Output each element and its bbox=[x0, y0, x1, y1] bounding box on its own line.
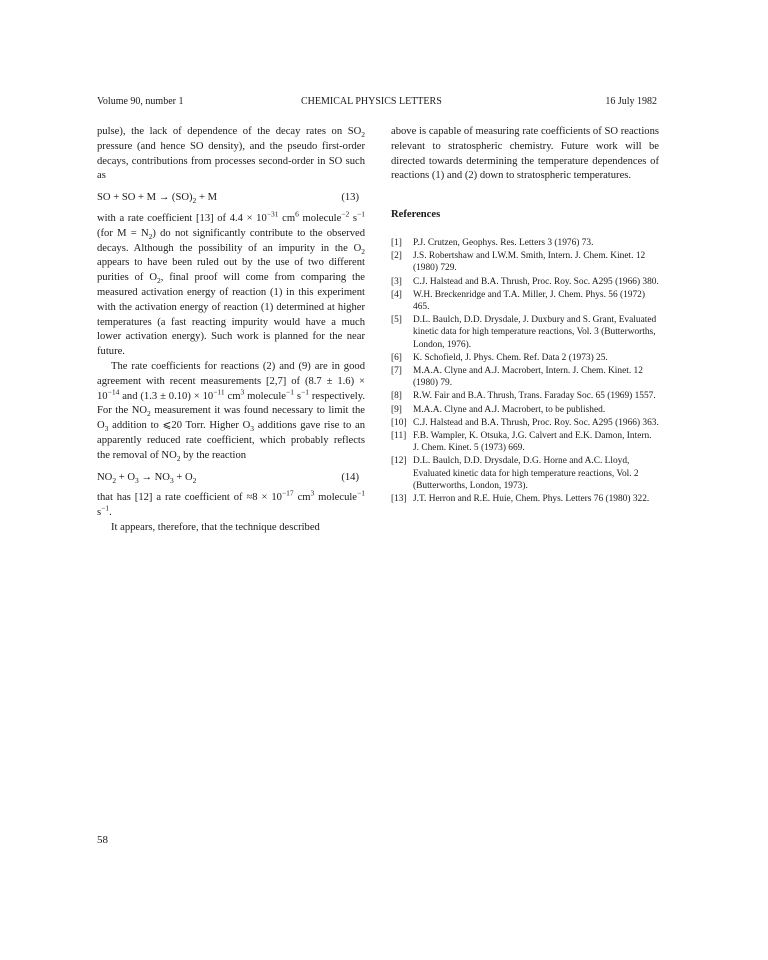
equation-14 bbox=[97, 471, 365, 486]
reference-number: [8] bbox=[391, 391, 402, 402]
reference-item bbox=[391, 455, 659, 492]
reference-item bbox=[391, 276, 659, 288]
reference-number: [2] bbox=[391, 251, 402, 262]
running-header bbox=[97, 96, 657, 110]
reference-item bbox=[391, 365, 659, 389]
paragraph: pulse), the lack of dependence of the decay rates on $SO_2$ pressure (and hence SO density), and the pseudo first-order decays, contributions from processes second-order in SO such as bbox=[97, 126, 365, 182]
right-column bbox=[391, 125, 659, 506]
reference-number: [13] bbox=[391, 494, 407, 505]
reference-item bbox=[391, 237, 659, 249]
reference-text: C.J. Halstead and B.A. Thrush, Proc. Roy. Soc. A295 (1966) 363. bbox=[413, 417, 659, 428]
reference-text: F.B. Wampler, K. Otsuka, J.G. Calvert and E.K. Damon, Intern. J. Chem. Kinet. 5 (1973) 669. bbox=[413, 431, 652, 454]
reference-number: [3] bbox=[391, 276, 402, 287]
reference-text: P.J. Crutzen, Geophys. Res. Letters 3 (1976) 73. bbox=[413, 237, 594, 248]
reference-item bbox=[391, 250, 659, 274]
reference-text: D.L. Baulch, D.D. Drysdale, D.G. Horne and A.C. Lloyd, Evaluated kinetic data for high temperature reactions, Vol. 2 (Butterworths, London, 1973). bbox=[413, 456, 639, 491]
reference-list bbox=[391, 237, 659, 505]
reference-text: M.A.A. Clyne and A.J. Macrobert, Intern. J. Chem. Kinet. 12 (1980) 79. bbox=[413, 366, 643, 389]
page-number: 58 bbox=[97, 834, 108, 846]
journal-volume: Volume 90, number 1 bbox=[97, 96, 184, 107]
reference-item bbox=[391, 430, 659, 454]
equation-body: SO + SO + $M \to (SO)_2 + M$ bbox=[97, 192, 217, 206]
equation-body: $NO_2 + O_3 \to NO_3 + O_2$ bbox=[97, 471, 197, 485]
reference-item bbox=[391, 404, 659, 416]
reference-text: J.T. Herron and R.E. Huie, Chem. Phys. Letters 76 (1980) 322. bbox=[413, 494, 650, 505]
reference-text: K. Schofield, J. Phys. Chem. Ref. Data 2 (1973) 25. bbox=[413, 352, 608, 363]
reference-item bbox=[391, 314, 659, 351]
paragraph: above is capable of measuring rate coefficients of SO reactions relevant to stratospheric chemistry. Future work will be directed towards determining the temperature dependences of reactions (1) and (2) down to stratospheric temperatures. bbox=[391, 126, 659, 182]
reference-number: [5] bbox=[391, 315, 402, 326]
reference-number: [4] bbox=[391, 289, 402, 300]
reference-item bbox=[391, 289, 659, 313]
paragraph: that has [12] a rate coefficient of $\approx 8 \times 10^{-17}$ $cm^3$ molecule$^{-1}$ $s^{-1}$. bbox=[97, 488, 365, 519]
equation-number: (13) bbox=[341, 192, 359, 204]
equation-number: (14) bbox=[341, 471, 359, 483]
reference-number: [10] bbox=[391, 417, 407, 428]
reference-item bbox=[391, 493, 659, 505]
paragraph: It appears, therefore, that the technique described bbox=[111, 521, 320, 533]
reference-text: W.H. Breckenridge and T.A. Miller, J. Chem. Phys. 56 (1972) 465. bbox=[413, 289, 645, 312]
reference-text: M.A.A. Clyne and A.J. Macrobert, to be published. bbox=[413, 404, 606, 415]
issue-date: 16 July 1982 bbox=[605, 96, 657, 107]
reference-text: D.L. Baulch, D.D. Drysdale, J. Duxbury and S. Grant, Evaluated kinetic data for high temperature reactions, Vol. 3 (Butterworths, London, 1976). bbox=[413, 315, 657, 350]
reference-number: [6] bbox=[391, 352, 402, 363]
reference-item bbox=[391, 390, 659, 402]
equation-13 bbox=[97, 191, 365, 206]
reference-text: C.J. Halstead and B.A. Thrush, Proc. Roy. Soc. A295 (1966) 380. bbox=[413, 276, 659, 287]
left-column bbox=[97, 125, 365, 536]
reference-number: [12] bbox=[391, 456, 407, 467]
reference-text: R.W. Fair and B.A. Thrush, Trans. Faraday Soc. 65 (1969) 1557. bbox=[413, 391, 656, 402]
reference-number: [9] bbox=[391, 404, 402, 415]
reference-number: [7] bbox=[391, 366, 402, 377]
reference-text: J.S. Robertshaw and I.W.M. Smith, Intern. J. Chem. Kinet. 12 (1980) 729. bbox=[413, 251, 646, 274]
reference-number: [1] bbox=[391, 237, 402, 248]
paragraph: with a rate coefficient [13] of $4.4 \times 10^{-31}$ $cm^6$ molecule$^{-2}$ $s^{-1}$ (for $M = N_2$) do not significantly contribute to the observed decays. Although the possibility of an impurity in the $O_2$ appears to have been ruled out by the use of two different purities of $O_2$, final proof will come from comparing the measured activation energy of reaction (1) in this experiment with the activation energy of reaction (1) determined at higher temperatures (a fast reacting impurity would have a much lower activation energy). Such work is planned for the near future. bbox=[97, 209, 365, 358]
references-heading: References bbox=[391, 209, 441, 221]
reference-item bbox=[391, 352, 659, 364]
reference-number: [11] bbox=[391, 431, 407, 442]
journal-title: CHEMICAL PHYSICS LETTERS bbox=[301, 96, 442, 107]
paragraph: The rate coefficients for reactions (2) and (9) are in good agreement with recent measurements [2,7] of $(8.7 \pm 1.6) \times 10^{-14}$ and $(1.3 \pm 0.10) \times 10^{-11}$ $cm^3$ molecule$^{-1}$ $s^{-1}$ respectively. For the $NO_2$ measurement it was found necessary to limit the $O_3$ addition to ⩽20 Torr. Higher $O_3$ additions gave rise to an apparently reduced rate coefficient, which probably reflects the removal of $NO_2$ by the reaction bbox=[97, 360, 365, 463]
reference-item bbox=[391, 417, 659, 429]
